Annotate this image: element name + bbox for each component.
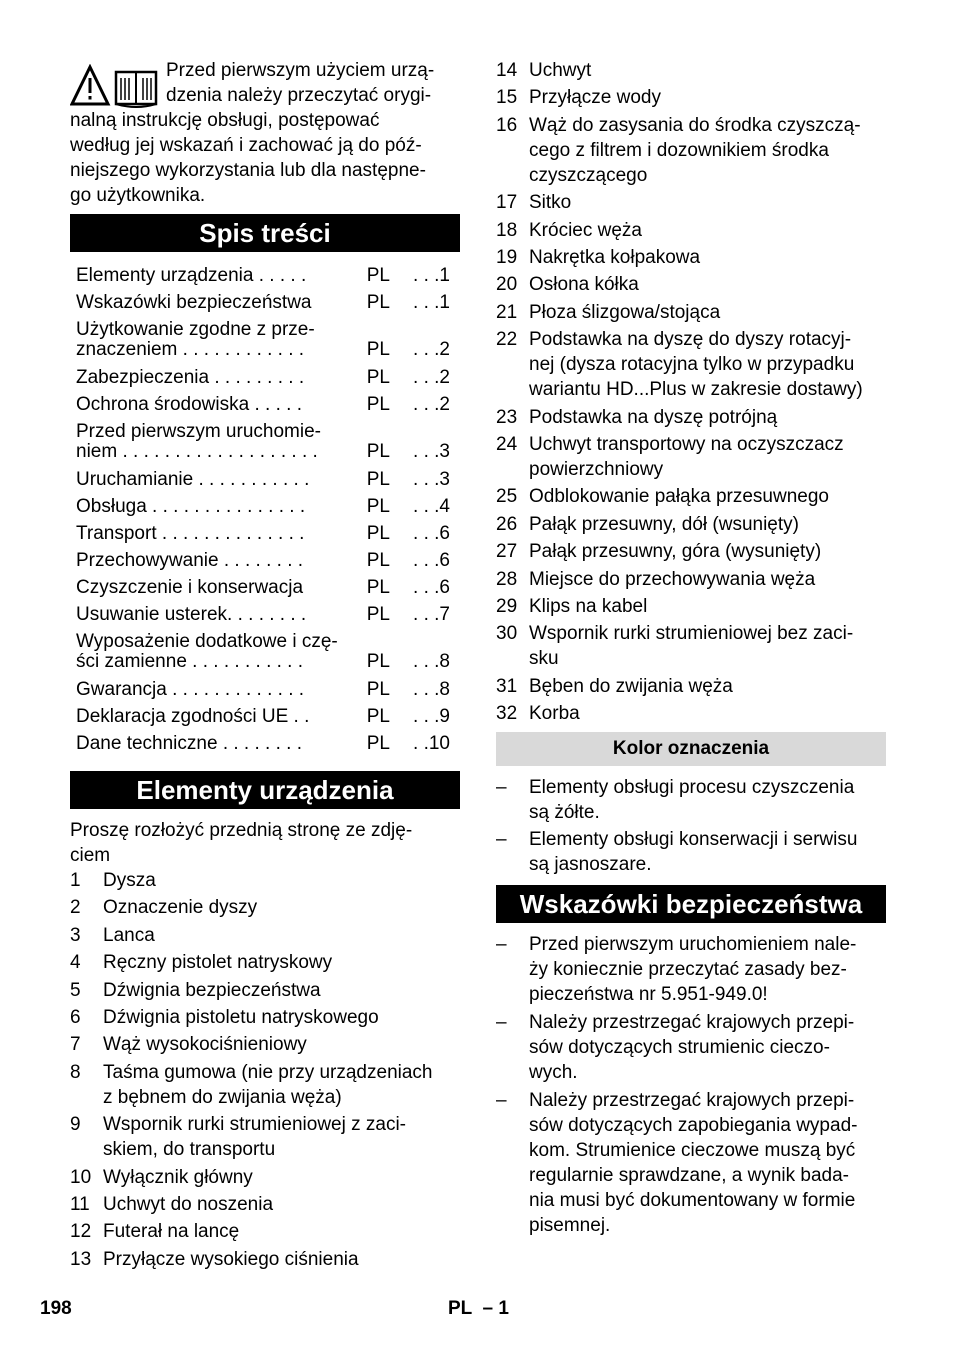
list-item-text xyxy=(103,868,156,893)
intro-line: nalną instrukcję obsługi, postępować xyxy=(70,110,380,131)
toc-entry-page: . . .6 xyxy=(413,550,450,571)
list-item xyxy=(70,868,156,893)
list-item-number: 8 xyxy=(70,1061,81,1083)
toc-entry-title xyxy=(76,734,358,754)
list-item-line: Odblokowanie pałąka przesuwnego xyxy=(529,486,829,508)
intro-line: dzenia należy przeczytać orygi- xyxy=(166,85,432,106)
list-item-number: 29 xyxy=(496,596,518,617)
elements-heading: Elementy urządzenia xyxy=(70,771,460,809)
toc-entry-page: . . .9 xyxy=(413,706,450,727)
list-item-line: Wąż do zasysania do środka czyszczą- xyxy=(529,114,861,136)
list-item-line: Pałąk przesuwny, dół (wsunięty) xyxy=(529,513,799,535)
list-item xyxy=(496,594,647,619)
list-item xyxy=(70,895,257,920)
toc-entry-lang: PL xyxy=(366,394,390,415)
list-item-text xyxy=(103,1005,379,1030)
toc-entry-line: znaczeniem . . . . . . . . . . . . xyxy=(76,340,305,360)
toc-entry-page: . . .2 xyxy=(413,394,450,415)
toc-entry-title xyxy=(76,680,358,700)
list-item-number: 17 xyxy=(496,192,518,214)
list-item xyxy=(496,621,853,671)
toc-entry-line: Czyszczenie i konserwacja xyxy=(76,578,304,598)
bullet-item-line: pisemnej. xyxy=(529,1215,611,1236)
list-item xyxy=(70,1005,379,1030)
list-item-number: 1 xyxy=(70,870,81,891)
toc-entry-title xyxy=(76,707,358,727)
list-item xyxy=(496,512,799,537)
list-item-line: Nakrętka kołpakowa xyxy=(529,247,701,268)
list-item-line: Sitko xyxy=(529,192,572,214)
list-item xyxy=(496,432,844,482)
list-item xyxy=(70,1032,307,1057)
list-item-text xyxy=(529,567,815,592)
toc-entry-lang: PL xyxy=(366,706,390,727)
toc-entry-page: . . .1 xyxy=(413,265,450,286)
list-item-text xyxy=(529,245,700,270)
bullet-item-line: Elementy obsługi procesu czyszczenia xyxy=(529,777,855,798)
toc-entry xyxy=(76,470,460,490)
list-item xyxy=(496,58,591,83)
list-item xyxy=(496,405,777,430)
bullet-item-text xyxy=(529,1010,854,1085)
toc-entry-line: Przed pierwszym uruchomie- xyxy=(76,422,321,442)
toc-entry-line: Zabezpieczenia . . . . . . . . . xyxy=(76,368,305,388)
list-item-line: Uchwyt transportowy na oczyszczacz xyxy=(529,434,844,455)
list-item-text xyxy=(529,484,829,509)
list-item-line: z bębnem do zwijania węża) xyxy=(103,1086,342,1108)
bullet-item-line: sów dotyczących zapobiegania wypad- xyxy=(529,1115,858,1136)
list-item-number: 5 xyxy=(70,979,81,1001)
toc-entry-title xyxy=(76,605,358,625)
list-item-number: 10 xyxy=(70,1166,92,1188)
toc-entry-page: . . .8 xyxy=(413,679,450,700)
list-item-number: 3 xyxy=(70,924,81,946)
bullet-item-line: nia musi być dokumentowany w formie xyxy=(529,1190,856,1211)
toc-entry-page: . . .6 xyxy=(413,523,450,544)
list-item xyxy=(70,1165,253,1190)
toc-entry-lang: PL xyxy=(366,679,390,700)
list-item-number: 20 xyxy=(496,274,518,296)
toc-entry-title xyxy=(76,551,358,571)
list-item-line: Dysza xyxy=(103,870,156,891)
toc-entry-title xyxy=(76,578,358,598)
bullet-item-line: pieczeństwa nr 5.951-949.0! xyxy=(529,984,768,1005)
bullet-item xyxy=(496,932,856,1007)
list-item-text xyxy=(529,594,647,619)
dash-bullet: – xyxy=(496,934,507,955)
list-item xyxy=(496,245,700,270)
list-item-text xyxy=(529,674,733,699)
toc-entry-page: . . .4 xyxy=(413,496,450,517)
elements-intro-line: Proszę rozłożyć przednią stronę ze zdję- xyxy=(70,820,413,841)
list-item-line: Przyłącze wysokiego ciśnienia xyxy=(103,1248,359,1270)
list-item-text xyxy=(103,978,321,1003)
bullet-item-text xyxy=(529,775,854,825)
list-item-text xyxy=(529,218,642,243)
list-item-line: Lanca xyxy=(103,924,155,946)
toc-entry-line: Deklaracja zgodności UE . . xyxy=(76,707,310,727)
toc-entry-line: Gwarancja . . . . . . . . . . . . . xyxy=(76,680,305,700)
list-item xyxy=(496,701,580,726)
list-item-line: Przyłącze wody xyxy=(529,87,661,109)
list-item-line: Futerał na lancę xyxy=(103,1221,240,1243)
list-item-line: nej (dysza rotacyjna tylko w przypadku xyxy=(529,354,855,376)
list-item-line: Króciec węża xyxy=(529,219,642,241)
list-item-line: Klips na kabel xyxy=(529,596,648,617)
list-item-text xyxy=(103,923,155,948)
toc-entry-title xyxy=(76,293,358,313)
list-item-text xyxy=(103,950,332,975)
toc-entry-title xyxy=(76,524,358,544)
dash-bullet: – xyxy=(496,1090,507,1111)
list-item-number: 24 xyxy=(496,434,518,455)
safety-heading: Wskazówki bezpieczeństwa xyxy=(496,885,886,923)
toc-entry xyxy=(76,578,460,598)
list-item-text xyxy=(103,895,257,920)
bullet-item-line: są jasnoszare. xyxy=(529,854,652,875)
list-item-number: 18 xyxy=(496,219,518,241)
list-item-number: 9 xyxy=(70,1114,81,1136)
toc-entry-line: ści zamienne . . . . . . . . . . . xyxy=(76,652,304,672)
bullet-item-text xyxy=(529,827,857,877)
bullet-item-line: kom. Strumienice cieczowe muszą być xyxy=(529,1140,856,1161)
list-item xyxy=(70,1192,273,1217)
list-item-text xyxy=(103,1112,406,1162)
dash-bullet: – xyxy=(496,1012,507,1033)
toc-entry xyxy=(76,605,460,625)
list-item xyxy=(496,674,733,699)
list-item-number: 11 xyxy=(70,1194,90,1215)
toc-entry-lang: PL xyxy=(366,292,390,313)
toc-entry-lang: PL xyxy=(366,265,390,286)
toc-entry-page: . . .2 xyxy=(413,339,450,360)
bullet-item xyxy=(496,827,857,877)
list-item-line: Oznaczenie dyszy xyxy=(103,897,258,919)
page-number: 198 xyxy=(40,1298,72,1319)
list-item-line: Uchwyt xyxy=(529,60,592,81)
toc-entry-line: Przechowywanie . . . . . . . . xyxy=(76,551,304,571)
list-item-number: 27 xyxy=(496,541,518,563)
list-item-number: 13 xyxy=(70,1248,92,1270)
list-item-line: Podstawka na dyszę do dyszy rotacyj- xyxy=(529,329,852,351)
list-item-number: 6 xyxy=(70,1007,81,1028)
toc-entry-line: Wyposażenie dodatkowe i czę- xyxy=(76,632,338,652)
toc-entry-line: Ochrona środowiska . . . . . xyxy=(76,395,302,415)
toc-entry-title xyxy=(76,320,358,360)
list-item xyxy=(496,567,815,592)
bullet-item-line: Przed pierwszym uruchomieniem nale- xyxy=(529,934,857,955)
toc-entry-page: . . .6 xyxy=(413,577,450,598)
list-item xyxy=(496,85,661,110)
bullet-item-line: Elementy obsługi konserwacji i serwisu xyxy=(529,829,858,850)
list-item-line: cego z filtrem i dozownikiem środka xyxy=(529,139,829,161)
list-item-line: Płoza ślizgowa/stojąca xyxy=(529,301,721,323)
bullet-item-line: Należy przestrzegać krajowych przepi- xyxy=(529,1012,855,1033)
toc-entry-lang: PL xyxy=(366,469,390,490)
list-item-line: sku xyxy=(529,648,559,670)
toc-entry-lang: PL xyxy=(366,604,390,625)
list-item-text xyxy=(529,272,639,297)
elements-intro xyxy=(70,818,460,868)
bullet-item-line: wych. xyxy=(529,1062,578,1083)
list-item-line: Wyłącznik główny xyxy=(103,1166,253,1188)
list-item-number: 32 xyxy=(496,703,518,725)
dash-bullet: – xyxy=(496,829,507,850)
toc-entry-page: . . .3 xyxy=(413,469,450,490)
list-item-text xyxy=(529,113,861,188)
toc-entry-page: . . .8 xyxy=(413,651,450,672)
toc-entry xyxy=(76,551,460,571)
list-item-text xyxy=(103,1060,433,1110)
toc-entry-lang: PL xyxy=(366,441,390,462)
toc-entry-title xyxy=(76,470,358,490)
list-item-line: czyszczącego xyxy=(529,164,648,186)
toc-entry xyxy=(76,524,460,544)
toc-entry xyxy=(76,368,460,388)
toc-entry xyxy=(76,293,460,313)
toc-entry-lang: PL xyxy=(366,339,390,360)
list-item-text xyxy=(529,432,844,482)
list-item-line: Miejsce do przechowywania węża xyxy=(529,568,816,590)
intro-line: niejszego wykorzystania lub dla następne- xyxy=(70,160,426,181)
toc-entry-title xyxy=(76,422,358,462)
list-item-line: Pałąk przesuwny, góra (wysunięty) xyxy=(529,541,822,563)
list-item-text xyxy=(529,621,853,671)
toc-entry-line: Użytkowanie zgodne z prze- xyxy=(76,320,315,340)
bullet-item-line: regularnie sprawdzane, a wynik bada- xyxy=(529,1165,850,1186)
toc-entry-page: . . .7 xyxy=(413,604,450,625)
list-item-line: Wspornik rurki strumieniowej z zaci- xyxy=(103,1114,407,1136)
list-item-line: Uchwyt do noszenia xyxy=(103,1194,274,1215)
list-item-line: Podstawka na dyszę potrójną xyxy=(529,406,778,428)
list-item xyxy=(70,1112,406,1162)
list-item-number: 31 xyxy=(496,675,518,697)
list-item xyxy=(70,978,321,1003)
list-item xyxy=(496,539,821,564)
toc-entry-lang: PL xyxy=(366,733,390,754)
list-item-text xyxy=(103,1032,307,1057)
list-item xyxy=(496,327,863,402)
list-item-text xyxy=(529,85,661,110)
list-item-number: 4 xyxy=(70,952,81,974)
toc-entry xyxy=(76,395,460,415)
toc-entry xyxy=(76,632,460,672)
toc-entry-title xyxy=(76,395,358,415)
toc-entry-line: Elementy urządzenia . . . . . xyxy=(76,266,307,286)
toc-entry-lang: PL xyxy=(366,367,390,388)
warning-manual-icon xyxy=(70,64,162,108)
toc-entry-line: Dane techniczne . . . . . . . . xyxy=(76,734,302,754)
toc-entry xyxy=(76,497,460,517)
bullet-item-text xyxy=(529,1088,857,1238)
toc-entry-page: . .10 xyxy=(413,733,450,754)
list-item-text xyxy=(529,512,799,537)
list-item xyxy=(70,1060,433,1110)
list-item-text xyxy=(103,1219,239,1244)
list-item-line: Osłona kółka xyxy=(529,274,639,296)
list-item-text xyxy=(529,300,720,325)
list-item-number: 30 xyxy=(496,623,518,645)
list-item-number: 21 xyxy=(496,301,518,323)
list-item xyxy=(496,300,720,325)
list-item-text xyxy=(103,1192,273,1217)
toc-heading: Spis treści xyxy=(70,214,460,252)
dash-bullet: – xyxy=(496,777,507,798)
list-item xyxy=(496,190,571,215)
list-item xyxy=(70,1247,359,1272)
toc-entry-page: . . .2 xyxy=(413,367,450,388)
toc-entry-line: Obsługa . . . . . . . . . . . . . . . xyxy=(76,497,306,517)
toc-entry-page: . . .3 xyxy=(413,441,450,462)
toc-entry-title xyxy=(76,266,358,286)
toc-entry-line: niem . . . . . . . . . . . . . . . . . . . xyxy=(76,442,318,462)
toc-entry xyxy=(76,707,460,727)
elements-intro-line: ciem xyxy=(70,845,111,866)
list-item-number: 2 xyxy=(70,897,81,919)
toc-entry xyxy=(76,680,460,700)
bullet-item-line: są żółte. xyxy=(529,802,600,823)
intro-notice xyxy=(70,58,460,208)
bullet-item-text xyxy=(529,932,856,1007)
list-item-text xyxy=(529,539,821,564)
footer-label: PL – 1 xyxy=(448,1298,509,1319)
bullet-item xyxy=(496,1088,857,1238)
bullet-item-line: Należy przestrzegać krajowych przepi- xyxy=(529,1090,855,1111)
list-item-line: wariantu HD...Plus w zakresie dostawy) xyxy=(529,379,863,401)
list-item-number: 19 xyxy=(496,247,518,268)
list-item-number: 12 xyxy=(70,1221,92,1243)
toc-entry xyxy=(76,320,460,360)
intro-line: według jej wskazań i zachować ją do póź- xyxy=(70,135,422,156)
list-item-text xyxy=(529,701,580,726)
toc-entry-line: Wskazówki bezpieczeństwa xyxy=(76,293,312,313)
list-item-line: Korba xyxy=(529,703,580,725)
list-item-line: skiem, do transportu xyxy=(103,1139,276,1161)
bullet-item-line: ży koniecznie przeczytać zasady bez- xyxy=(529,959,847,980)
list-item xyxy=(496,113,861,188)
list-item-number: 14 xyxy=(496,60,518,81)
list-item-text xyxy=(103,1247,359,1272)
list-item-number: 28 xyxy=(496,568,518,590)
toc-entry xyxy=(76,266,460,286)
list-item-line: Wspornik rurki strumieniowej bez zaci- xyxy=(529,623,854,645)
list-item-line: powierzchniowy xyxy=(529,459,664,480)
bullet-item xyxy=(496,775,854,825)
intro-line: go użytkownika. xyxy=(70,185,206,206)
intro-line: Przed pierwszym użyciem urzą- xyxy=(166,60,435,81)
list-item xyxy=(70,923,155,948)
list-item-number: 25 xyxy=(496,486,518,508)
toc-entry-lang: PL xyxy=(366,577,390,598)
list-item xyxy=(70,1219,239,1244)
list-item-number: 16 xyxy=(496,114,518,136)
list-item-number: 23 xyxy=(496,406,518,428)
list-item-line: Bęben do zwijania węża xyxy=(529,675,733,697)
toc-entry-lang: PL xyxy=(366,550,390,571)
list-item-text xyxy=(529,405,777,430)
list-item-line: Ręczny pistolet natryskowy xyxy=(103,952,333,974)
toc-entry-lang: PL xyxy=(366,523,390,544)
toc-entry xyxy=(76,422,460,462)
list-item-number: 22 xyxy=(496,329,518,351)
toc-entry-line: Uruchamianie . . . . . . . . . . . xyxy=(76,470,310,490)
bullet-item xyxy=(496,1010,854,1085)
toc-entry-line: Transport . . . . . . . . . . . . . . xyxy=(76,524,305,544)
toc-entry-title xyxy=(76,368,358,388)
toc-entry-title xyxy=(76,497,358,517)
list-item-text xyxy=(529,190,571,215)
list-item-text xyxy=(103,1165,253,1190)
list-item xyxy=(496,272,639,297)
list-item-text xyxy=(529,58,591,83)
list-item-line: Dźwignia pistoletu natryskowego xyxy=(103,1007,379,1028)
toc-entry-title xyxy=(76,632,358,672)
toc-entry-lang: PL xyxy=(366,496,390,517)
list-item-number: 7 xyxy=(70,1034,81,1056)
list-item xyxy=(70,950,332,975)
toc-entry xyxy=(76,734,460,754)
toc-entry-page: . . .1 xyxy=(413,292,450,313)
list-item-text xyxy=(529,327,863,402)
list-item-line: Dźwignia bezpieczeństwa xyxy=(103,979,321,1001)
list-item xyxy=(496,484,829,509)
toc-entry-lang: PL xyxy=(366,651,390,672)
list-item-line: Wąż wysokociśnieniowy xyxy=(103,1034,307,1056)
list-item-number: 26 xyxy=(496,513,518,535)
color-code-heading: Kolor oznaczenia xyxy=(496,732,886,766)
list-item xyxy=(496,218,642,243)
toc-entry-line: Usuwanie usterek. . . . . . . . xyxy=(76,605,307,625)
bullet-item-line: sów dotyczących strumienic cieczo- xyxy=(529,1037,830,1058)
list-item-line: Taśma gumowa (nie przy urządzeniach xyxy=(103,1061,433,1083)
list-item-number: 15 xyxy=(496,87,518,109)
